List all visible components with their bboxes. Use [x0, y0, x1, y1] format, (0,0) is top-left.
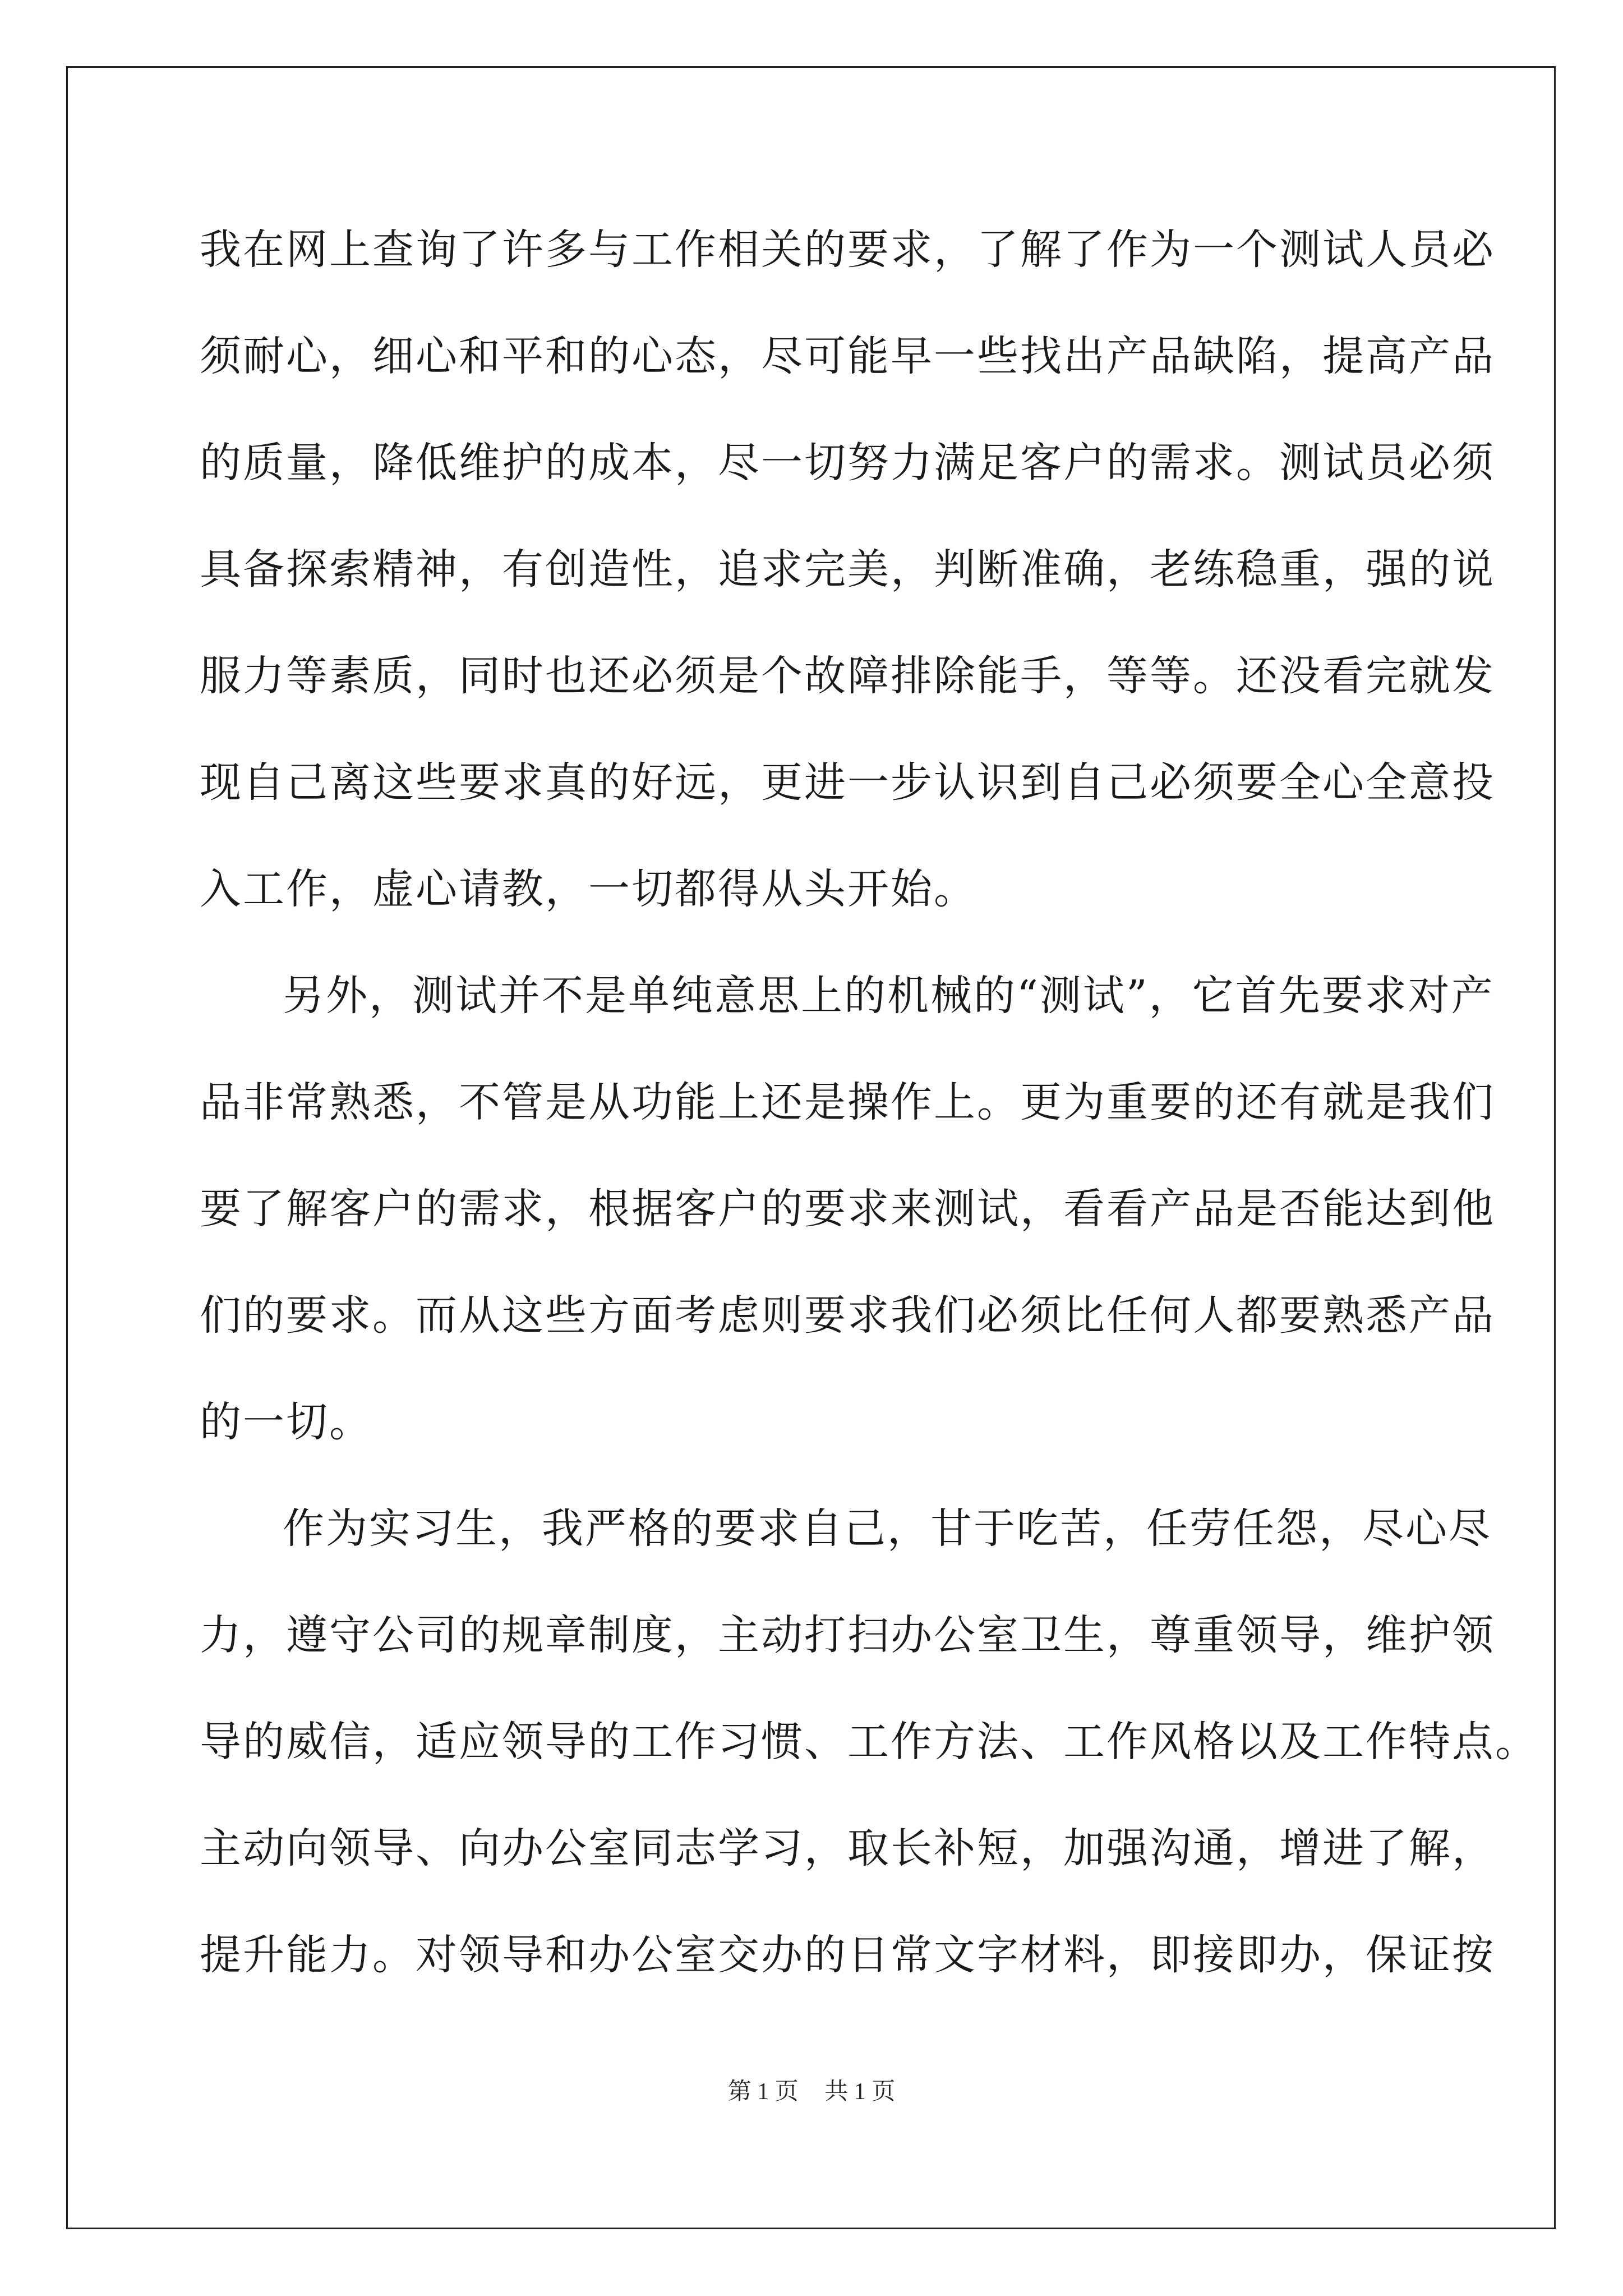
text-line: 须耐心，细心和平和的心态，尽可能早一些找出产品缺陷，提高产品	[200, 332, 1495, 380]
text-line: 入工作，虚心请教，一切都得从头开始。	[200, 865, 977, 913]
text-line: 要了解客户的需求，根据客户的要求来测试，看看产品是否能达到他	[200, 1185, 1495, 1233]
paragraph-first-line: 另外，测试并不是单纯意思上的机械的“测试”，它首先要求对产	[283, 972, 1495, 1020]
text-line: 具备探索精神，有创造性，追求完美，判断准确，老练稳重，强的说	[200, 545, 1495, 593]
text-line: 力，遵守公司的规章制度，主动打扫办公室卫生，尊重领导，维护领	[200, 1611, 1495, 1659]
page-footer	[0, 2073, 1623, 2106]
text-line: 主动向领导、向办公室同志学习，取长补短，加强沟通，增进了解，	[200, 1824, 1495, 1872]
text-line: 我在网上查询了许多与工作相关的要求，了解了作为一个测试人员必	[200, 226, 1495, 274]
text-line: 导的威信，适应领导的工作习惯、工作方法、工作风格以及工作特点。	[200, 1718, 1538, 1766]
text-line: 品非常熟悉，不管是从功能上还是操作上。更为重要的还有就是我们	[200, 1078, 1495, 1126]
text-line: 的一切。	[200, 1398, 372, 1446]
page-total: 共 1 页	[824, 2079, 896, 2105]
text-line: 现自己离这些要求真的好远，更进一步认识到自己必须要全心全意投	[200, 758, 1495, 807]
document-body	[200, 216, 1538, 2028]
text-line: 服力等素质，同时也还必须是个故障排除能手，等等。还没看完就发	[200, 652, 1495, 700]
paragraph-first-line: 作为实习生，我严格的要求自己，甘于吃苦，任劳任怨，尽心尽	[283, 1504, 1492, 1553]
text-line: 的质量，降低维护的成本，尽一切努力满足客户的需求。测试员必须	[200, 439, 1495, 487]
text-line: 们的要求。而从这些方面考虑则要求我们必须比任何人都要熟悉产品	[200, 1291, 1495, 1340]
page-number: 第 1 页	[727, 2079, 799, 2105]
text-line: 提升能力。对领导和办公室交办的日常文字材料，即接即办，保证按	[200, 1931, 1495, 1979]
